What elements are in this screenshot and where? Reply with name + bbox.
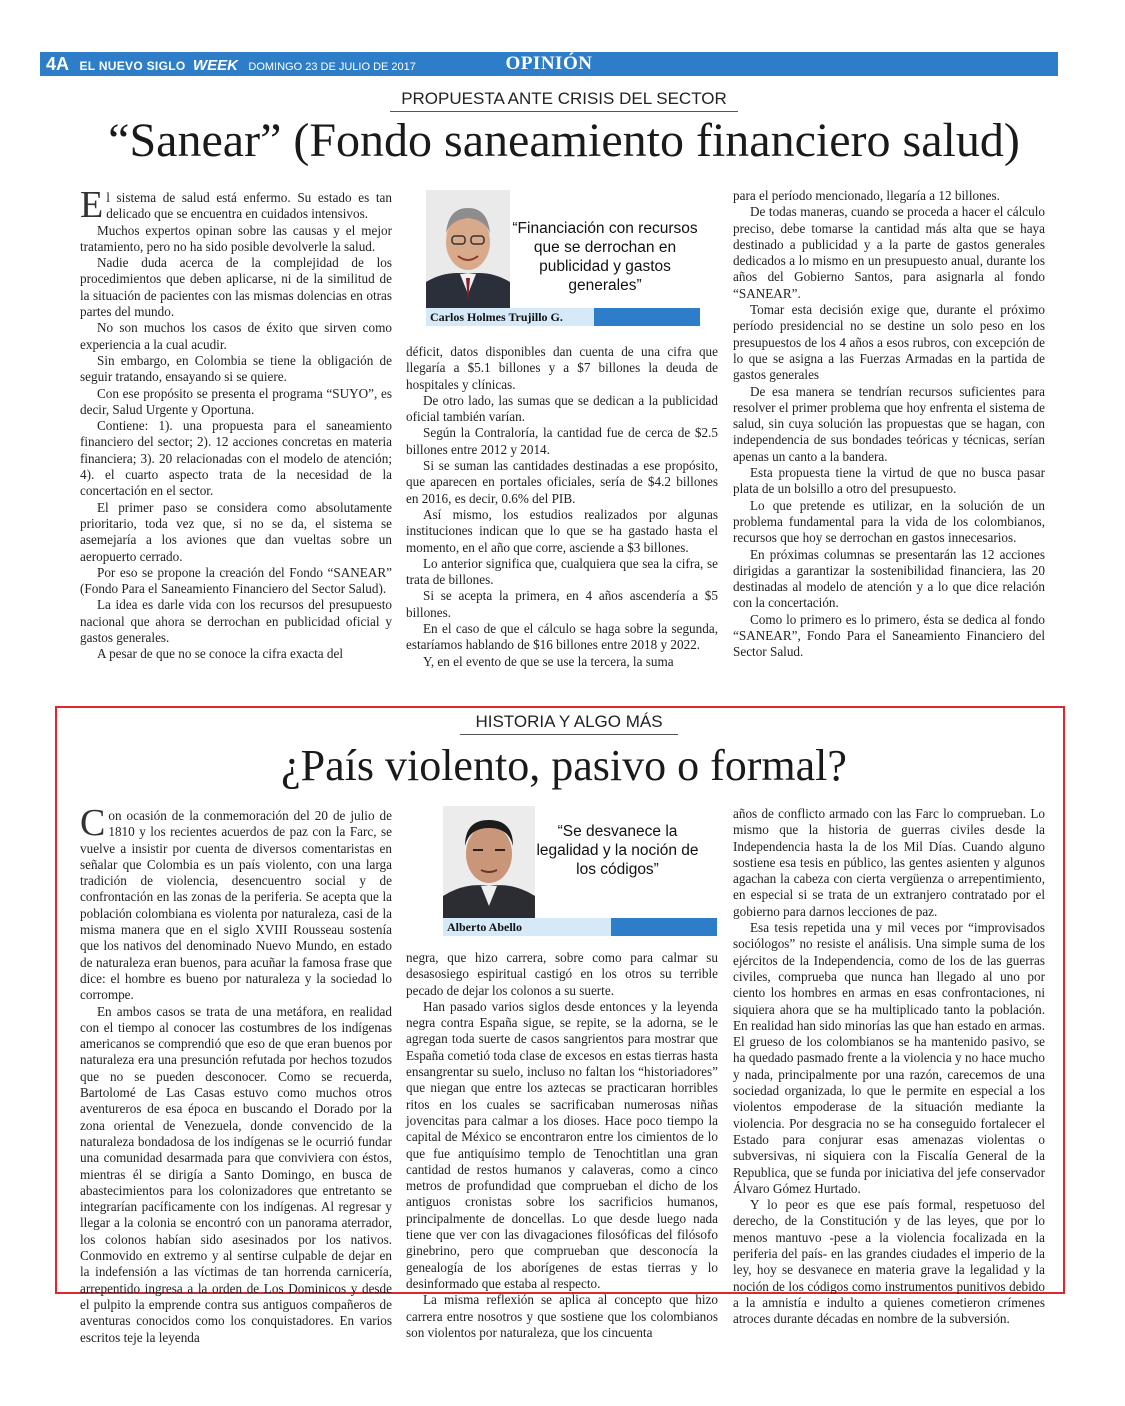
- article2-pull-quote: “Se desvanece la legalidad y la noción de los códigos”: [536, 823, 699, 878]
- article2-author-name: Alberto Abello: [443, 918, 611, 936]
- author-portrait-illustration: [426, 190, 510, 308]
- article1-col1-paragraph: Sin embargo, en Colombia se tiene la obligación de seguir tratando, ensayando si se quiere.: [80, 352, 392, 385]
- article2-col3-paragraph: Esa tesis repetida una y mil veces por “improvisados sociólogos” no resiste el análisis. Una simple suma de los ejércitos de la Independencia, como de los de las guerras civiles, comprueba que nunca han llegado al uno por ciento los hombres en armas en esas confrontaciones, ni siquiera ahora que se ha multiplicado tanto la población. En realidad han sido minorías las que han estado en armas. El grueso de los colombianos se ha mantenido pasivo, se ha quedado pasmado frente a la violencia y no hace mucho y nada, principalmente por una razón, carecemos de una sociedad organizada, lo que le permite en especial a los violentos empoderase de la situación mediante la violencia. Por desgracia no se ha conseguido fortalecer el Estado para conjurar esas amenazas violentas o subversivas, ni siquiera con la Fiscalía General de la Republica, que se funda por iniciativa del jefe conservador Álvaro Gómez Hurtado.: [733, 920, 1045, 1196]
- article1-caption-bar: [426, 308, 700, 326]
- article1-dropcap: E: [80, 184, 104, 226]
- article2-col3-paragraph: años de conflicto armado con las Farc lo comprueban. Lo mismo que la historia de guerras civiles desde la Independencia hasta la de los Mil Días. Cuando alguno sostiene esa tesis en público, las gentes asienten y algunos agachan la cabeza con cierta vergüenza o arrepentimiento, en especial si se trata de un extranjero contratado por el gobierno para darnos lecciones de paz.: [733, 806, 1045, 919]
- article2-col1-paragraph: Con ocasión de la conmemoración del 20 de julio de 1810 y los recientes acuerdos de paz con la Farc, se vuelve a insistir por cuenta de diversos comentaristas en señalar que Colombia es un país violento, con una larga tradición de violencia, desencuentro social y de confrontación en las zonas de la periferia. Se acepta que la población colombiana es violenta por naturaleza, casi de la misma manera que en el siglo XVIII Rousseau sostenía que los nativos del denominado Nuevo Mundo, en estado de naturaleza eran buenos, para acuñar la famosa frase que dice: el hombre es bueno por naturaleza y la sociedad lo corrompe.: [80, 802, 392, 1003]
- page-number: 4A: [46, 54, 70, 74]
- article1-col3-paragraph: Esta propuesta tiene la virtud de que no busca pasar plata de un bolsillo a otro del presupuesto.: [733, 465, 1045, 497]
- article1-col1-paragraph: No son muchos los casos de éxito que sirven como experiencia a la cual acudir.: [80, 320, 392, 352]
- article1-col3-paragraph: Como lo primero es lo primero, ésta se dedica al fondo “SANEAR”, Fondo Para el Saneamiento Financiero del Sector Salud.: [733, 611, 1045, 660]
- article2-col1-paragraph: En ambos casos se trata de una metáfora, en realidad con el tiempo al conocer las costumbres de los indígenas americanos se comprendió que eso de que eran buenos por naturaleza era una presunción refutada por hechos tozudos que no se pueden desconocer. Como se recuerda, Bartolomé de Las Casas estuvo como muchos otros aventureros de esa época en buscando el Dorado por la zona oriental de Venezuela, donde convencido de la naturaleza bondadosa de los indígenas se le ocurrió fundar una comunidad desarmada para que conviviera con éstos, mientras él se dirigía a Santo Domingo, en busca de abastecimientos para los colonizadores que entretanto se integrarían pacíficamente con los indígenas. Al regresar y llegar a la colonia se encontró con un panorama aterrador, los colonos habían sido asesinados por los nativos. Conmovido en extremo y al sentirse culpable de dejar en la indefensión a las víctimas de tan horrenda carnicería, arrepentido ingresa a la orden de Los Dominicos y desde el pulpito la emprende contra sus antiguos compañeros de aventuras conocidos como los conquistadores. En varios escritos teje la leyenda: [80, 1003, 392, 1345]
- article1-column-3: [733, 188, 1045, 688]
- article2-col2-paragraph: La misma reflexión se aplica al concepto que hizo carrera entre nosotros y que sostiene que los colombianos son violentos por naturaleza, que los cincuenta: [406, 1292, 718, 1340]
- article1-col3-paragraph: De esa manera se tendrían recursos suficientes para resolver el primer problema que hoy enfrenta el sistema de salud, sin cuya solución las propuestas que se hagan, con independencia de sus bondades teóricas y técnicas, serían apenas un canto a la bandera.: [733, 383, 1045, 464]
- article1-col2-paragraph: Y, en el evento de que se use la tercera, la suma: [423, 653, 674, 669]
- newspaper-name: EL NUEVO SIGLO: [79, 59, 186, 73]
- article1-col2-paragraph: Lo anterior significa que, cualquiera que sea la cifra, se trata de billones.: [406, 555, 718, 588]
- article1-col3-paragraph: En próximas columnas se presentarán las 12 acciones dirigidas a garantizar la sostenibilidad financiera, las 20 destinadas al modelo de atención y a lo que dice relación con la concertación.: [733, 546, 1045, 611]
- author-portrait-illustration: [443, 806, 535, 918]
- article2-column-2: [406, 950, 718, 1340]
- article2-col2-paragraph: negra, que hizo carrera, sobre como para calmar su desasosiego espiritual castigó en los otros su terrible pecado de dejar los colonos a su suerte.: [406, 950, 718, 998]
- article1-column-1: [80, 184, 392, 688]
- article1-author-name: Carlos Holmes Trujillo G.: [426, 308, 594, 326]
- article1-col2-paragraph: déficit, datos disponibles dan cuenta de una cifra que llegaría a $5.1 billones y a $7 billones la deuda de hospitales y clínicas.: [406, 344, 718, 392]
- article1-col1-paragraph: Muchos expertos opinan sobre las causas y el mejor tratamiento, pero no ha sido posible devolverle la salud.: [80, 222, 392, 254]
- article1-col2-paragraph: Si se suman las cantidades destinadas a ese propósito, que aparecen en portales oficiales, sería de $4.2 billones en 2016, es decir, 0.6% del PIB.: [406, 458, 718, 506]
- article1-col2-paragraph: De otro lado, las sumas que se dedican a la publicidad oficial también varían.: [406, 392, 718, 425]
- article1-col3-paragraph: Lo que pretende es utilizar, en la solución de un problema fundamental para la vida de los colombianos, recursos que hoy se derrochan en gastos innecesarios.: [733, 497, 1045, 546]
- article2-caption-bar: [443, 918, 717, 936]
- article1-col3-paragraph: De todas maneras, cuando se proceda a hacer el cálculo preciso, debe tomarse la cantidad más alta que se haya destinado a publicidad y a la parte de gastos generales dedicados a lo mismo en un presupuesto anual, durante los años del Gobierno Santos, para asignarla al fondo “SANEAR”.: [733, 204, 1045, 301]
- article2-column-1: [80, 802, 392, 1345]
- article2-kicker: HISTORIA Y ALGO MÁS: [460, 712, 678, 735]
- article1-col1-paragraph: El sistema de salud está enfermo. Su estado es tan delicado que se encuentra en cuidados intensivos.: [80, 184, 392, 226]
- author-photo-alberto-abello: [443, 806, 535, 918]
- article1-col1-paragraph: Con ese propósito se presenta el programa “SUYO”, es decir, Salud Urgente y Oportuna.: [80, 385, 392, 417]
- article2-column-3: [733, 806, 1045, 1327]
- article1-col1-paragraph: Nadie duda acerca de la complejidad de los procedimientos que deben aplicarse, ni de la similitud de la situación de pacientes con las mismas dolencias en otras partes del mundo.: [80, 255, 392, 320]
- article1-col2-paragraph: En el caso de que el cálculo se haga sobre la segunda, estaríamos hablando de $16 billones entre 2018 y 2022.: [406, 621, 718, 653]
- article1-col2-paragraph: Según la Contraloría, la cantidad fue de cerca de $2.5 billones entre 2012 y 2014.: [406, 425, 718, 457]
- page-header-bar: [40, 52, 1058, 76]
- article1-col1-paragraph: La idea es darle vida con los recursos del presupuesto nacional que ahora se derrochan en publicidad oficial y gastos generales.: [80, 597, 392, 646]
- article1-col1-paragraph: Por eso se propone la creación del Fondo “SANEAR” (Fondo Para el Saneamiento Financiero del Sector Salud).: [80, 564, 392, 597]
- article2-col2-paragraph: Han pasado varios siglos desde entonces y la leyenda negra contra España sigue, se repite, se la adorna, se le agregan toda suerte de casos sangrientos para mostrar que España cometió toda clase de excesos en estas tierras hasta ensangrentar su suelo, incluso no faltan los “historiadores” que niegan que entre los aztecas se practicaran horribles ritos en los cuales se sacrificaban numerosas niñas jovencitas para calmar a los dioses. Hace poco tiempo la capital de México se encontraron entre los cimientos de lo que fue antiquísimo templo de Tenochtitlan una gran cantidad de restos humanos y calaveras, como a cinco metros de profundidad que comprueban el dicho de los antiguos cronistas sobre los sacrificios humanos, principalmente de doncellas. Lo que desde luego nada tiene que ver con las divagaciones filosóficas del filósofo ginebrino, pero que comprueban que desconocía la genealogía de los aborígenes de estas tierras y lo desinformado que estaba al respecto.: [406, 998, 718, 1291]
- article1-col1-paragraph: El primer paso se considera como absolutamente prioritario, toda vez que, si no se da, el sistema se asemejaría a los aviones que dan vueltas sobre un aeropuerto cerrado.: [80, 499, 392, 564]
- section-title: OPINIÓN: [505, 53, 593, 74]
- article2-dropcap: C: [80, 802, 106, 844]
- article1-column-2: [406, 344, 718, 688]
- article1-col1-paragraph: A pesar de que no se conoce la cifra exacta del: [97, 646, 344, 662]
- article1-col2-paragraph: Así mismo, los estudios realizados por algunas instituciones indican que lo que se ha gastado hasta el momento, en el año que corre, asciende a $3 billones.: [406, 506, 718, 555]
- author-photo-carlos-holmes: [426, 190, 510, 308]
- article1-col3-paragraph: Tomar esta decisión exige que, durante el próximo período presidencial no se destine un solo peso en los presupuestos de los 4 años a esos rubros, con excepción de lo que se asigna a las Fuerzas Armadas en la partida de gastos generales: [733, 302, 1045, 383]
- article1-col3-paragraph: para el período mencionado, llegaría a 12 billones.: [733, 188, 1000, 203]
- article1-col2-paragraph: Si se acepta la primera, en 4 años ascendería a $5 billones.: [406, 588, 718, 620]
- article2-col3-paragraph: Y lo peor es que ese país formal, respetuoso del derecho, de la Constitución y de las leyes, que por lo menos mantuvo -pese a la violencia focalizada en la periferia del país- en las grandes ciudades el imperio de la ley, hoy se desvanece en materia grave la legalidad y la noción de los códigos como instrumentos punitivos debido a la amnistía e indulto a quienes cometieron crímenes atroces durante décadas en nombre de la subversión.: [733, 1197, 1045, 1327]
- publication-date: DOMINGO 23 DE JULIO DE 2017: [248, 61, 416, 73]
- article1-headline: “Sanear” (Fondo saneamiento financiero salud): [108, 114, 1020, 167]
- article1-pull-quote: “Financiación con recursos que se derrochan en publicidad y gastos generales”: [512, 220, 698, 294]
- newspaper-week-label: WEEK: [192, 57, 238, 74]
- article1-kicker: PROPUESTA ANTE CRISIS DEL SECTOR: [390, 89, 738, 112]
- article2-headline: ¿País violento, pasivo o formal?: [281, 741, 847, 790]
- article1-col1-paragraph: Contiene: 1). una propuesta para el saneamiento financiero del sector; 2). 12 acciones concretas en materia financiera; 3). 20 relacionadas con el modelo de atención; 4). el cuarto aspecto trata de la necesidad de la concertación en el sector.: [80, 418, 392, 499]
